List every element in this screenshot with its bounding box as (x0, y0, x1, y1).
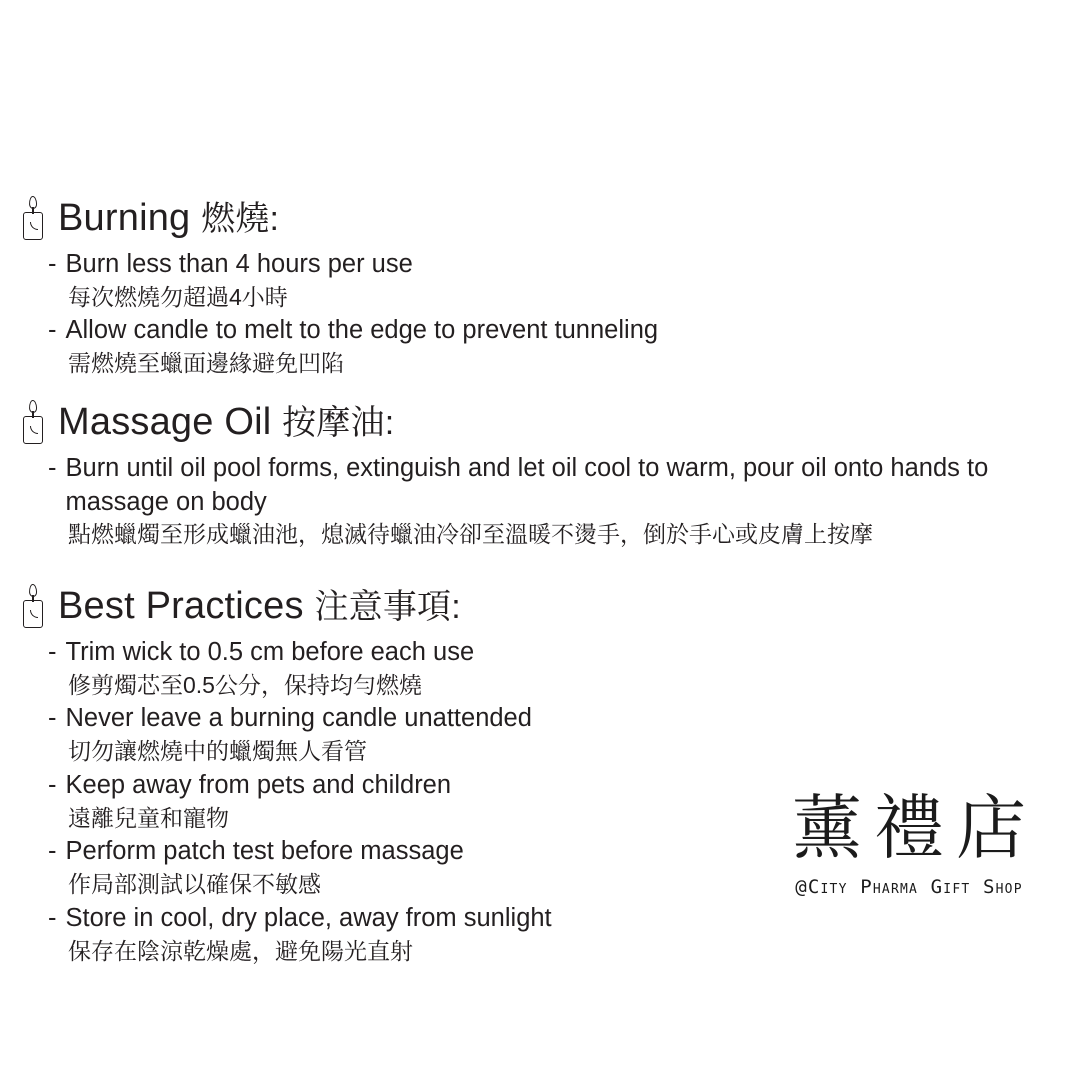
bullet-en-text: Allow candle to melt to the edge to prevent tunneling (65, 316, 659, 345)
bullet-en-text: Keep away from pets and children (65, 770, 452, 799)
bullet-zh-text: 每次燃燒勿超過4小時 (68, 283, 288, 310)
candle-icon (20, 400, 48, 446)
candle-icon (20, 196, 48, 242)
bullet-en-line (48, 248, 1070, 282)
bullet-en-text: Perform patch test before massage (65, 837, 464, 866)
section-best-practices (20, 584, 1070, 968)
section-title-en: Best Practices (58, 585, 304, 628)
bullet-zh-text: 保存在陰涼乾燥處，避免陽光直射 (68, 937, 413, 964)
bullet-en-text: Burn until oil pool forms, extinguish and let oil cool to warm, pour oil onto hands to massage on body (65, 454, 989, 516)
section-burning (20, 196, 1070, 381)
section-title-burning (58, 198, 279, 240)
bullet-zh-text: 切勿讓燃燒中的蠟燭無人看管 (68, 738, 367, 765)
bullet-en-text: Never leave a burning candle unattended (65, 704, 532, 733)
section-massage-oil (20, 400, 1070, 552)
bullet-en-line (48, 452, 1070, 519)
brand-logo (774, 787, 1044, 898)
list-item (48, 636, 1070, 700)
bullet-zh-text: 作局部測試以確保不敏感 (68, 871, 321, 898)
bullet-zh-text: 點燃蠟燭至形成蠟油池，熄滅待蠟油冷卻至溫暖不燙手，倒於手心或皮膚上按摩 (68, 521, 873, 548)
bullet-zh-text: 修剪燭芯至0.5公分，保持均勻燃燒 (68, 671, 422, 698)
list-item (48, 452, 1070, 550)
bullet-dash: - (48, 704, 57, 733)
bullet-list-burning (20, 248, 1070, 379)
brand-logo-handle: @City Pharma Gift Shop (795, 875, 1023, 898)
bullet-zh-text: 遠離兒童和寵物 (68, 804, 229, 831)
bullet-en-line (48, 702, 1070, 736)
bullet-dash: - (48, 903, 57, 932)
section-header-massage-oil (20, 400, 1070, 446)
bullet-en-line (48, 314, 1070, 348)
bullet-dash: - (48, 316, 57, 345)
bullet-dash: - (48, 837, 57, 866)
bullet-dash: - (48, 638, 57, 666)
bullet-dash: - (48, 250, 57, 278)
candle-icon (20, 584, 48, 630)
list-item (48, 902, 1070, 966)
list-item (48, 314, 1070, 378)
bullet-en-line (48, 902, 1070, 936)
list-item (48, 248, 1070, 312)
section-header-burning (20, 196, 1070, 242)
bullet-list-massage-oil (20, 452, 1070, 550)
list-item (48, 702, 1070, 766)
brand-logo-zh: 薰禮店 (792, 787, 1038, 869)
section-header-best-practices (20, 584, 1070, 630)
bullet-dash: - (48, 770, 57, 799)
section-title-en: Burning (58, 197, 191, 240)
section-title-zh: 燃燒: (201, 200, 280, 239)
bullet-dash: - (48, 454, 57, 482)
section-title-massage-oil (58, 402, 394, 444)
bullet-en-text: Store in cool, dry place, away from sunlight (65, 903, 552, 932)
section-title-zh: 按摩油: (282, 404, 395, 443)
bullet-en-text: Burn less than 4 hours per use (65, 250, 413, 278)
bullet-en-line (48, 636, 1070, 670)
section-title-zh: 注意事項: (314, 588, 461, 627)
bullet-en-text: Trim wick to 0.5 cm before each use (65, 638, 475, 666)
section-title-en: Massage Oil (58, 401, 272, 444)
bullet-zh-text: 需燃燒至蠟面邊緣避免凹陷 (68, 350, 344, 377)
section-title-best-practices (58, 586, 461, 628)
